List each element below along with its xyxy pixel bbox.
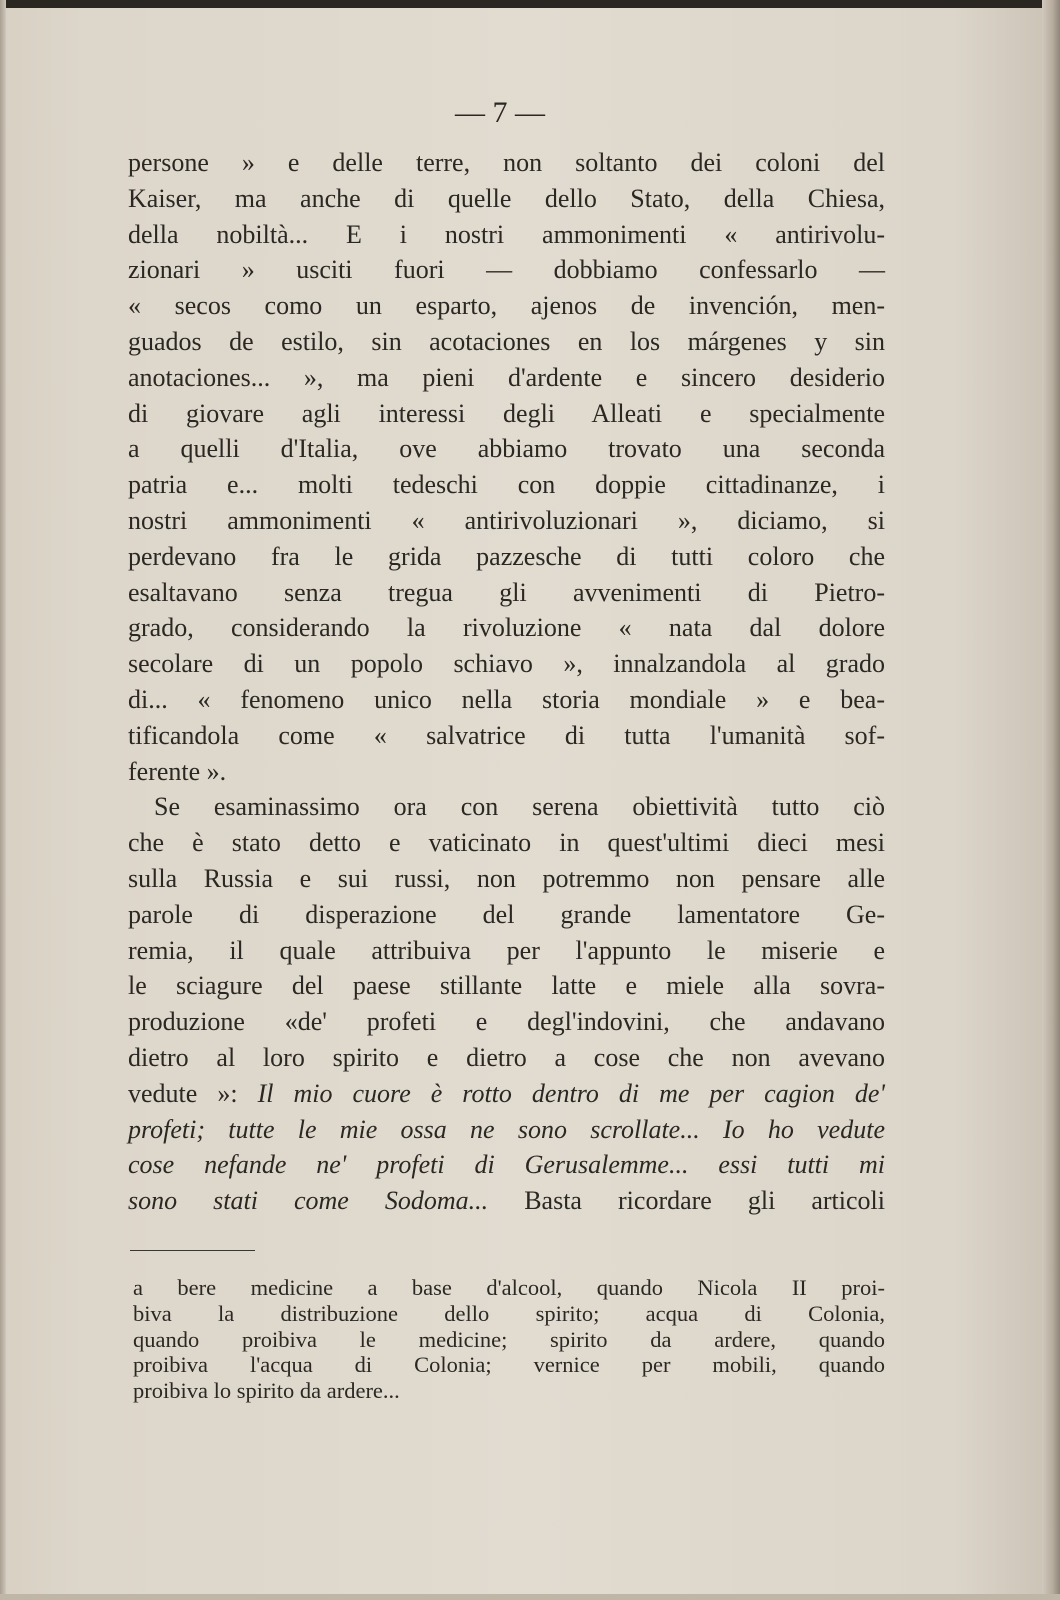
text-line: remia, il quale attribuiva per l'appunto le miserie e	[128, 935, 885, 965]
text-line: ferente ».	[128, 756, 227, 786]
text-line: di giovare agli interessi degli Alleati e specialmente	[128, 398, 885, 428]
text-line: guados de estilo, sin acotaciones en los márgenes y sin	[128, 326, 885, 356]
text-line: perdevano fra le grida pazzesche di tutti coloro che	[128, 541, 885, 571]
text-line: grado, considerando la rivoluzione « nata dal dolore	[128, 613, 885, 643]
footnote-line: biva la distribuzione dello spirito; acqua di Colonia,	[133, 1300, 885, 1326]
text-line: parole di disperazione del grande lamentatore Ge-	[128, 899, 885, 929]
page-top-edge	[0, 0, 1060, 8]
text-line: di... « fenomeno unico nella storia mondiale » e bea-	[128, 684, 885, 714]
page-bottom-edge	[0, 1594, 1060, 1600]
paragraph-start-line: Se esaminassimo ora con serena obiettività tutto ciò	[154, 792, 885, 822]
text-line: secolare di un popolo schiavo », innalzandola al grado	[128, 649, 885, 679]
footnote-line: proibiva l'acqua di Colonia; vernice per mobili, quando	[133, 1352, 885, 1378]
text-line: della nobiltà... E i nostri ammonimenti « antirivolu-	[128, 219, 885, 249]
text-line: nostri ammonimenti « antirivoluzionari », diciamo, si	[128, 505, 885, 535]
text-line: patria e... molti tedeschi con doppie cittadinanze, i	[128, 470, 885, 500]
mixed-text-line	[128, 1076, 885, 1112]
text-line: persone » e delle terre, non soltanto dei coloni del	[128, 148, 885, 177]
text-line: tificandola come « salvatrice di tutta l'umanità sof-	[128, 720, 885, 750]
text-line: a quelli d'Italia, ove abbiamo trovato una seconda	[128, 434, 885, 464]
footnote-line: proibiva lo spirito da ardere...	[133, 1378, 400, 1404]
text-line: le sciagure del paese stillante latte e miele alla sovra-	[128, 971, 885, 1001]
quotation-segment: sono stati come Sodoma...	[128, 1186, 489, 1216]
footnote-line: a bere medicine a base d'alcool, quando Nicola II proi-	[133, 1275, 885, 1300]
page-right-edge	[1042, 0, 1060, 1600]
text-line: esaltavano senza tregua gli avvenimenti di Pietro-	[128, 577, 885, 607]
page-left-edge	[0, 0, 6, 1600]
body-text	[128, 145, 885, 1219]
text-segment: Basta ricordare gli articoli	[488, 1186, 885, 1216]
text-line: sulla Russia e sui russi, non potremmo non pensare alle	[128, 863, 885, 893]
footnote	[133, 1275, 885, 1404]
text-line: Kaiser, ma anche di quelle dello Stato, della Chiesa,	[128, 183, 885, 213]
quotation-line: profeti; tutte le mie ossa ne sono scrollate... Io ho vedute	[128, 1114, 885, 1144]
text-line: anotaciones... », ma pieni d'ardente e sincero desiderio	[128, 362, 885, 392]
footnote-rule	[130, 1250, 255, 1251]
page-number: — 7 —	[455, 96, 545, 129]
text-line: « secos como un esparto, ajenos de invención, men-	[128, 291, 885, 321]
quotation-segment: Il mio cuore è rotto dentro di me per cagion de'	[257, 1078, 885, 1108]
quotation-line: cose nefande ne' profeti di Gerusalemme... essi tutti mi	[128, 1150, 885, 1180]
text-segment: vedute »:	[128, 1078, 258, 1108]
mixed-text-line	[128, 1183, 885, 1219]
footnote-line: quando proibiva le medicine; spirito da ardere, quando	[133, 1326, 885, 1352]
text-line: dietro al loro spirito e dietro a cose che non avevano	[128, 1042, 885, 1072]
text-line: che è stato detto e vaticinato in quest'ultimi dieci mesi	[128, 828, 885, 858]
text-line: zionari » usciti fuori — dobbiamo confessarlo —	[128, 255, 885, 285]
text-line: produzione «de' profeti e degl'indovini, che andavano	[128, 1007, 885, 1037]
